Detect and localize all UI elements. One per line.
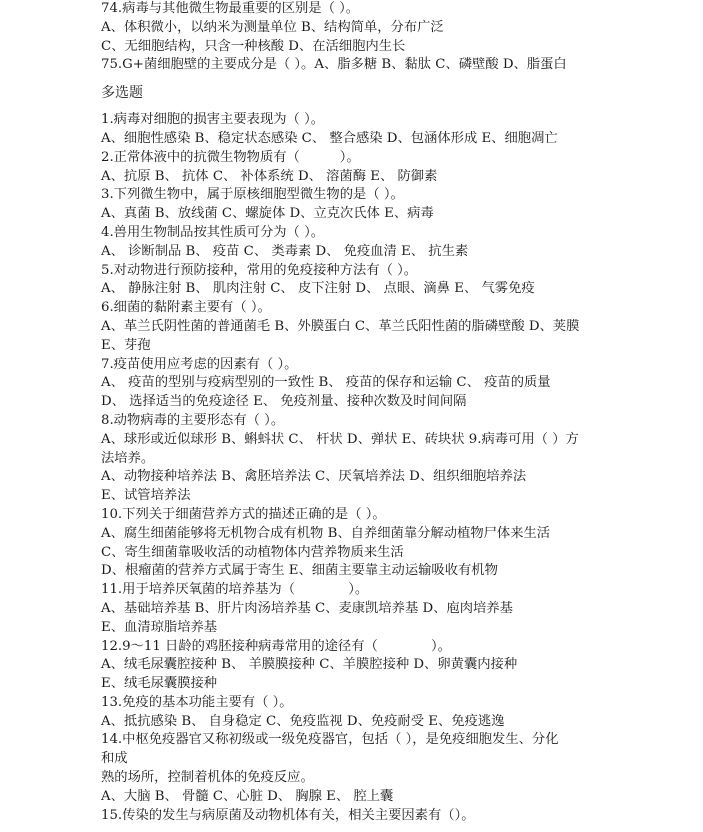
- text-line: 熟的场所，控制着机体的免疫反应。: [101, 770, 314, 786]
- text-line: 2.正常体液中的抗微生物物质有（ ）。: [101, 149, 360, 165]
- text-line: A、 诊断制品 B、 疫苗 C、 类毒素 D、 免疫血清 E、 抗生素: [101, 243, 469, 259]
- text-line: A、抵抗感染 B、 自身稳定 C、免疫监视 D、免疫耐受 E、免疫逃逸: [101, 713, 505, 729]
- text-line: A、革兰氏阴性菌的普通菌毛 B、外膜蛋白 C、革兰氏阳性菌的脂磷壁酸 D、荚膜: [101, 318, 580, 334]
- text-line: A、大脑 B、 骨髓 C、心脏 D、 胸腺 E、 腔上囊: [101, 788, 394, 804]
- text-line: D、 选择适当的免疫途径 E、 免疫剂量、接种次数及时间间隔: [101, 394, 467, 410]
- text-line: E、试管培养法: [101, 488, 191, 504]
- text-line: 14.中枢免疫器官又称初级或一级免疫器官，包括（ ），是免疫细胞发生、分化: [101, 732, 559, 748]
- text-line: 3.下列微生物中，属于原核细胞型微生物的是（ ）。: [101, 187, 404, 203]
- text-line: A、真菌 B、放线菌 C、螺旋体 D、立克次氏体 E、病毒: [101, 206, 434, 222]
- question-74-options-cd: C、无细胞结构，只含一种核酸 D、在活细胞内生长: [101, 38, 406, 54]
- text-line: A、动物接种培养法 B、禽胚培养法 C、厌氧培养法 D、组织细胞培养法: [101, 469, 527, 485]
- question-75-stem-options: 75.G+菌细胞壁的主要成分是（ ）。A、脂多糖 B、黏肽 C、磷壁酸 D、脂蛋白: [101, 57, 567, 73]
- text-line: 8.动物病毒的主要形态有（ ）。: [101, 412, 285, 428]
- text-line: A、球形或近似球形 B、蝌蚪状 C、 杆状 D、弹状 E、砖块状 9.病毒可用（ ）方: [101, 431, 579, 447]
- text-line: A、细胞性感染 B、稳定状态感染 C、 整合感染 D、包涵体形成 E、细胞凋亡: [101, 130, 558, 146]
- question-74-stem: 74.病毒与其他微生物最重要的区别是（ ）。: [101, 1, 360, 16]
- document-page: [101, 0, 701, 825]
- text-line: A、基础培养基 B、肝片肉汤培养基 C、麦康凯培养基 D、庖肉培养基: [101, 600, 513, 616]
- text-line: 4.兽用生物制品按其性质可分为（ ）。: [101, 224, 325, 240]
- text-line: E、血清琼脂培养基: [101, 619, 218, 635]
- question-74-options-ab: A、体积微小，以纳米为测量单位 B、结构简单，分布广泛: [101, 19, 444, 35]
- text-line: 12.9～11 日龄的鸡胚接种病毒常用的途径有（ ）。: [101, 638, 451, 654]
- text-line: 10.下列关于细菌营养方式的描述正确的是（ ）。: [101, 506, 386, 522]
- text-line: C、寄生细菌靠吸收活的动植物体内营养物质来生活: [101, 544, 404, 560]
- text-line: D、根瘤菌的营养方式属于寄生 E、细菌主要靠主动运输吸收有机物: [101, 563, 498, 579]
- text-line: 11.用于培养厌氧菌的培养基为（ ）。: [101, 582, 369, 598]
- text-line: E、绒毛尿囊膜接种: [101, 676, 218, 692]
- text-line: 7.疫苗使用应考虑的因素有（ ）。: [101, 356, 298, 372]
- text-line: 15.传染的发生与病原菌及动物机体有关，相关主要因素有（）。: [101, 807, 475, 823]
- question-block-multiple-choice: [101, 111, 701, 825]
- text-line: E、芽孢: [101, 337, 151, 353]
- text-line: 13.免疫的基本功能主要有（ ）。: [101, 694, 293, 710]
- text-line: A、 疫苗的型别与疫病型别的一致性 B、 疫苗的保存和运输 C、 疫苗的质量: [101, 375, 551, 391]
- text-line: 5.对动物进行预防接种，常用的免疫接种方法有（ ）。: [101, 262, 418, 278]
- text-line: 6.细菌的黏附素主要有（ ）。: [101, 300, 271, 316]
- text-line: 法培养。: [101, 450, 155, 466]
- text-line: A、腐生细菌能够将无机物合成有机物 B、自养细菌靠分解动植物尸体来生活: [101, 525, 551, 541]
- section-heading-multiple-choice: 多选题: [101, 85, 143, 102]
- text-line: A、绒毛尿囊腔接种 B、 羊膜膜接种 C、羊膜腔接种 D、卵黄囊内接种: [101, 657, 518, 673]
- text-line: 和成: [101, 751, 128, 767]
- text-line: A、抗原 B、 抗体 C、 补体系统 D、 溶菌酶 E、 防御素: [101, 168, 438, 184]
- text-line: A、 静脉注射 B、 肌肉注射 C、 皮下注射 D、 点眼、滴鼻 E、 气雾免疫: [101, 281, 535, 297]
- question-block-single-choice: [101, 0, 701, 75]
- text-line: 1.病毒对细胞的损害主要表现为（ ）。: [101, 112, 325, 128]
